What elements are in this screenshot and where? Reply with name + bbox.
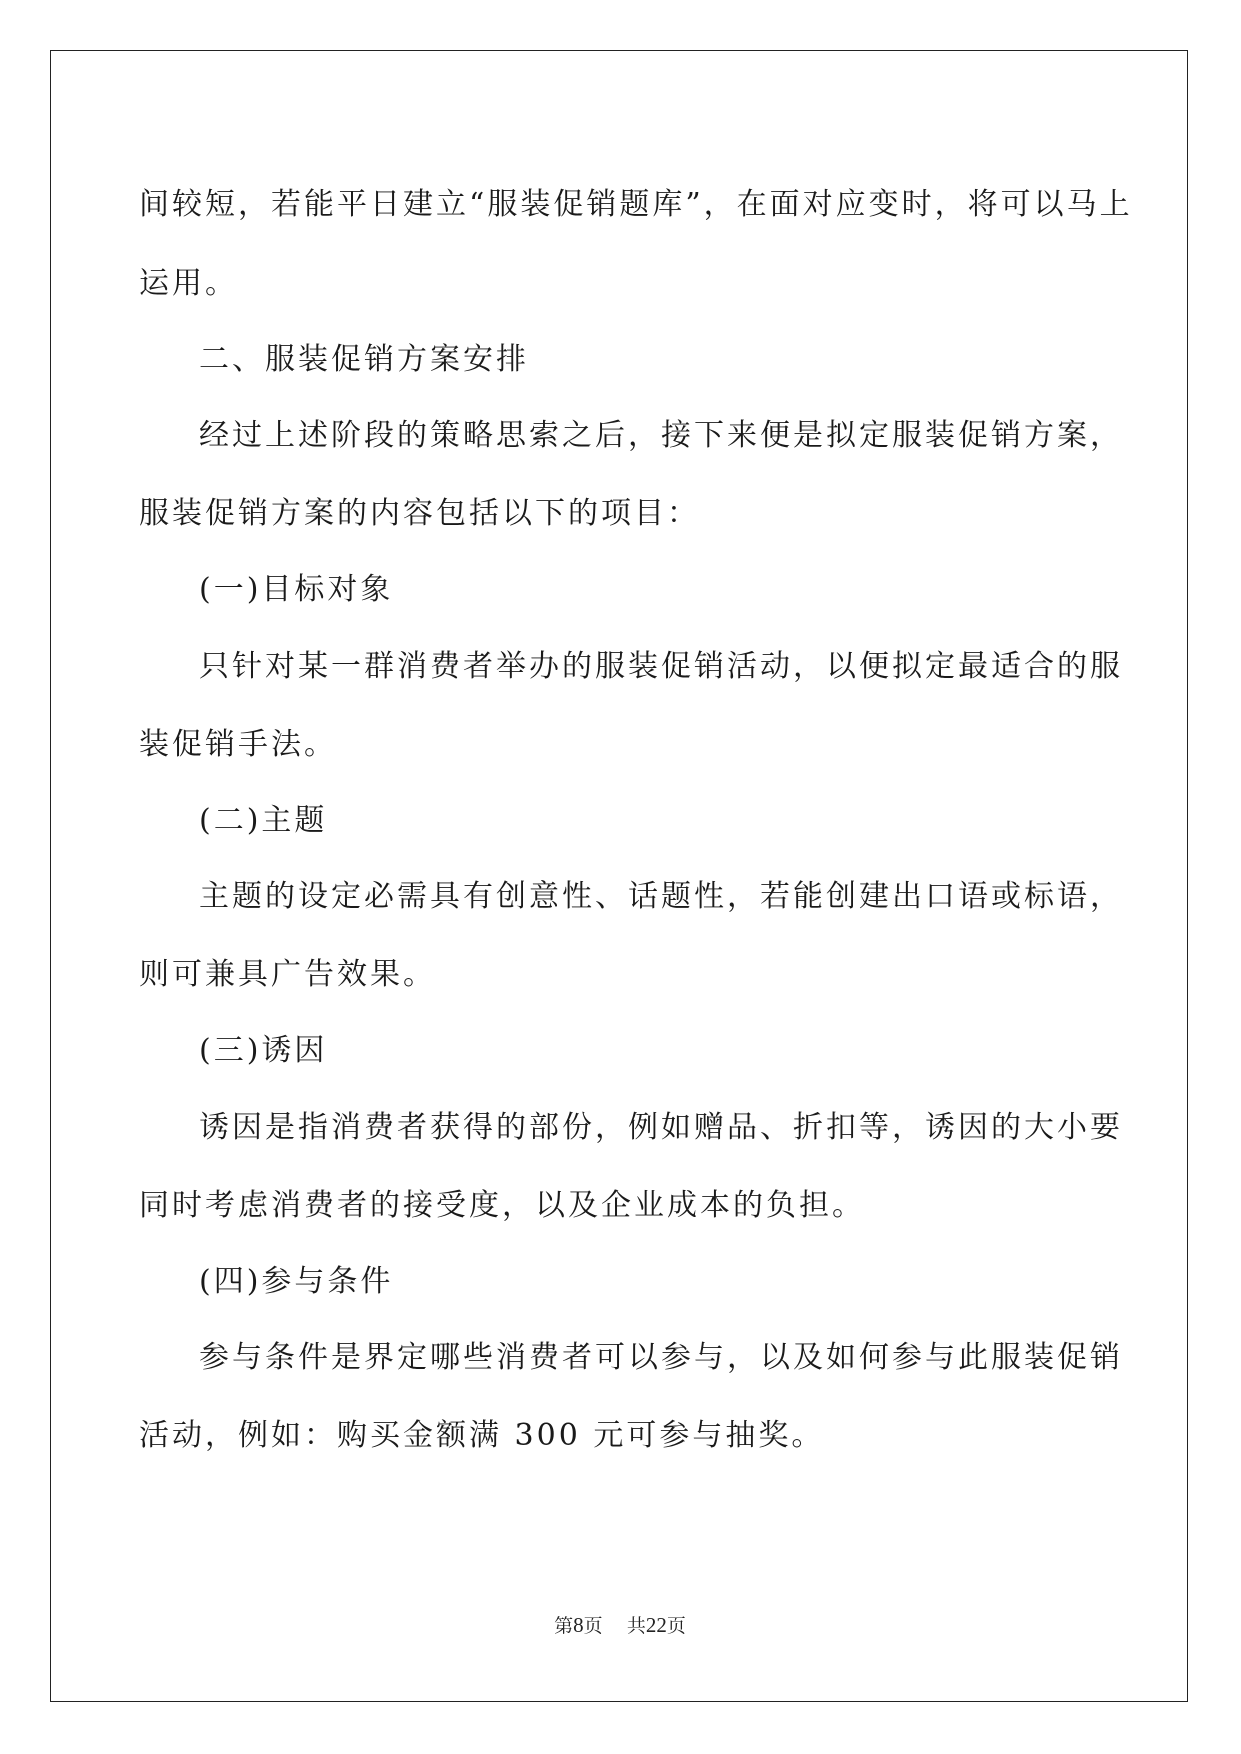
- body-text-line: 装促销手法。: [139, 727, 337, 762]
- footer-total-suffix: 页: [666, 1615, 686, 1637]
- page-footer: [51, 1612, 1189, 1639]
- subsection-heading: (四)参与条件: [199, 1264, 394, 1299]
- body-text-line: 活动，例如：购买金额满 300 元可参与抽奖。: [139, 1418, 825, 1453]
- body-text-line: 则可兼具广告效果。: [139, 957, 436, 992]
- body-text-line: 经过上述阶段的策略思索之后，接下来便是拟定服装促销方案，: [199, 418, 1123, 453]
- footer-page-suffix: 页: [583, 1615, 603, 1637]
- body-text-line: 服装促销方案的内容包括以下的项目：: [139, 496, 700, 531]
- body-text-line: 间较短，若能平日建立“服装促销题库”，在面对应变时，将可以马上: [139, 187, 1133, 222]
- subsection-heading: (一)目标对象: [199, 572, 394, 607]
- page-frame: [50, 50, 1188, 1702]
- subsection-heading: (二)主题: [199, 803, 328, 838]
- footer-page-total: 22: [645, 1613, 667, 1637]
- subsection-heading: (三)诱因: [199, 1033, 328, 1068]
- footer-page-current: 8: [573, 1613, 584, 1637]
- footer-total-prefix: 共: [626, 1615, 646, 1637]
- body-text-line: 主题的设定必需具有创意性、话题性，若能创建出口语或标语，: [199, 879, 1123, 914]
- body-text-line: 参与条件是界定哪些消费者可以参与，以及如何参与此服装促销: [199, 1340, 1123, 1375]
- body-text-line: 只针对某一群消费者举办的服装促销活动，以便拟定最适合的服: [199, 649, 1123, 684]
- section-heading: 二、服装促销方案安排: [199, 342, 529, 377]
- body-text-line: 诱因是指消费者获得的部份，例如赠品、折扣等，诱因的大小要: [199, 1110, 1123, 1145]
- body-text-line: 运用。: [139, 266, 238, 301]
- body-text-line: 同时考虑消费者的接受度，以及企业成本的负担。: [139, 1188, 865, 1223]
- footer-page-prefix: 第: [554, 1615, 574, 1637]
